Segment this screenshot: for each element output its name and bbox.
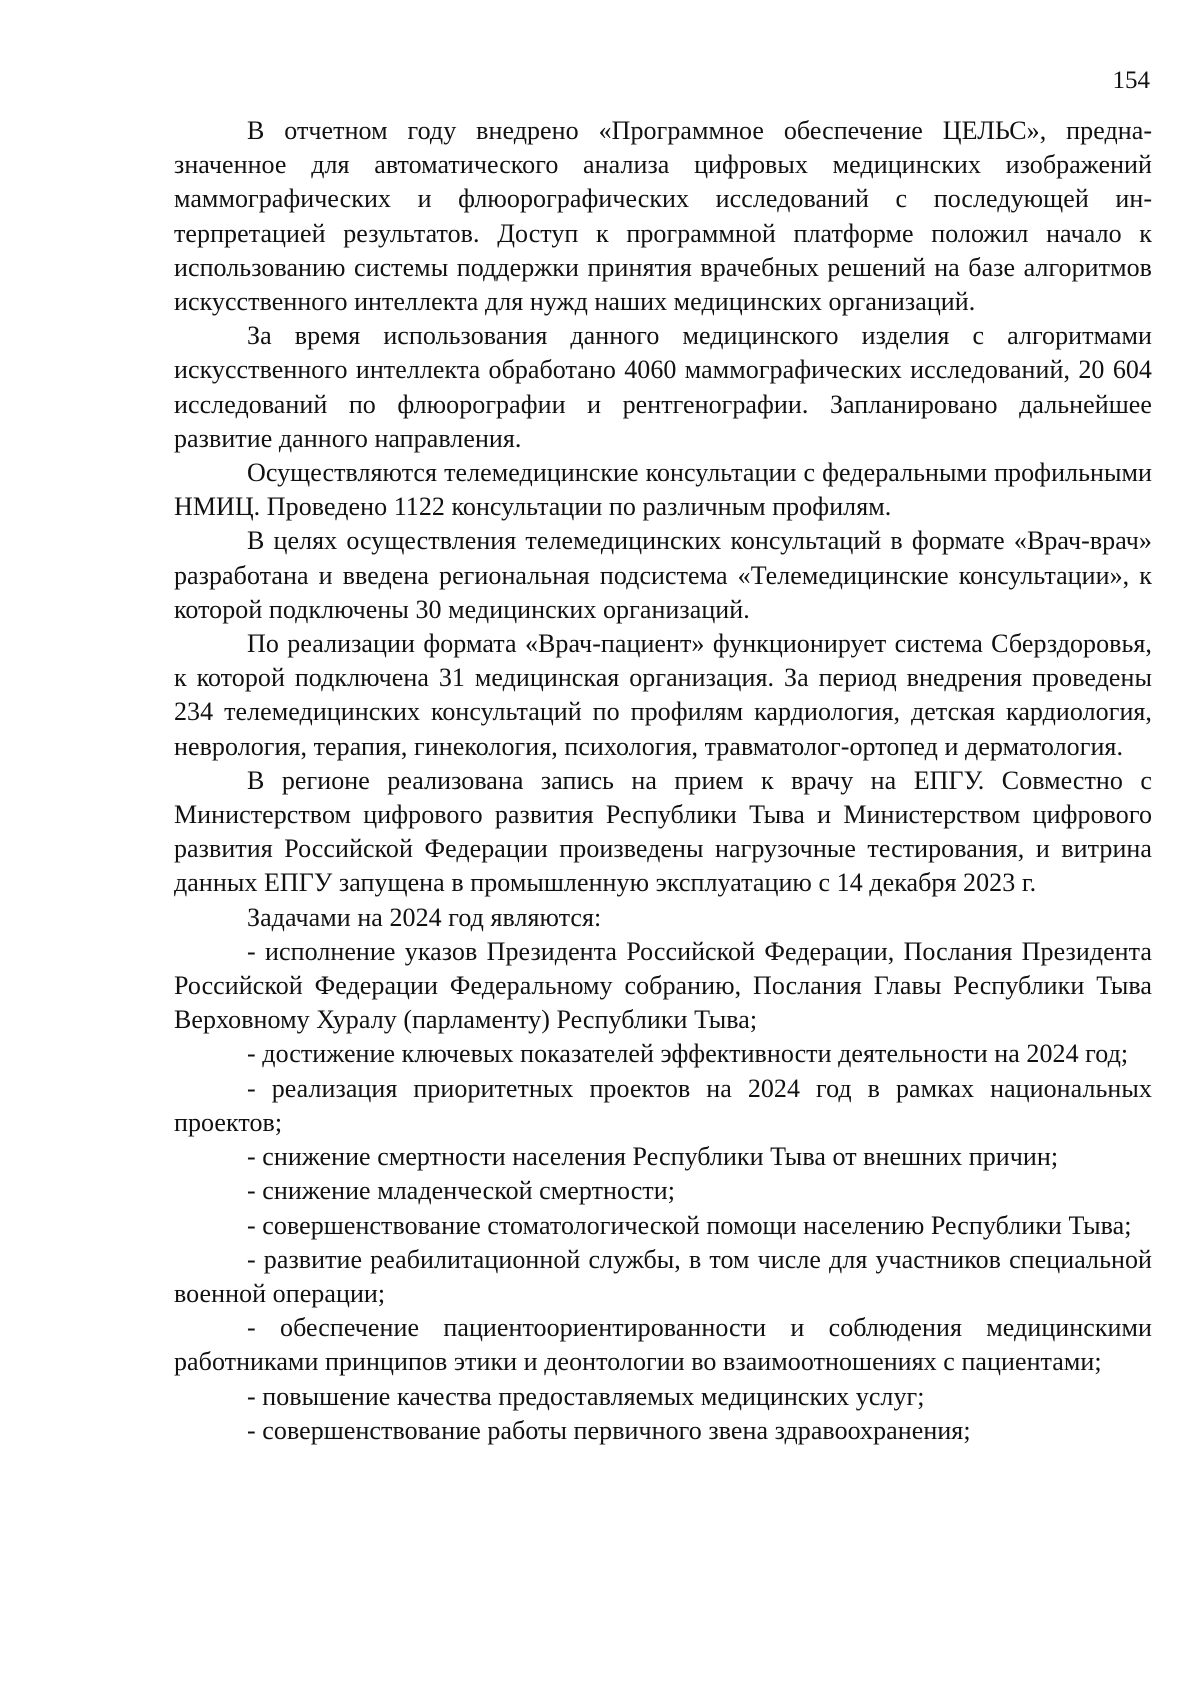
paragraph-doctor-doctor: В целях осуществления телемедицинских консультаций в формате «Врач-врач» разработана и введена региональная подсистема «Телемедицинские консультации», к которой подключены 30 медицинских организаций. [174,526,1152,624]
task-item-dental-care: - совершенствование стоматологической помощи населению Республики Тыва; [247,1210,1132,1240]
task-item-service-quality: - повышение качества предоставляемых медицинских услуг; [247,1381,925,1411]
document-body [174,114,1152,1448]
paragraph-ai-results: За время использования данного медицинского изделия с алгоритмами искусственного интеллекта обработано 4060 маммографических исследований, 20 604 исследований по флюорографии и рентгенографии. Запланировано дальнейшее развитие данного направления. [174,321,1152,453]
task-item-priority-projects: - реализация приоритетных проектов на 2024 год в рамках национальных проектов; [174,1073,1152,1137]
paragraph-epgu: В регионе реализована запись на прием к врачу на ЕПГУ. Совместно с Министерством цифрового развития Республики Тыва и Министерством цифрового развития Российской Федерации произведены нагрузочные тестирования, и витрина данных ЕПГУ запущена в промышленную эксплуатацию с 14 декабря 2023 г. [174,765,1152,898]
paragraph-tasks-heading: Задачами на 2024 год являются: [247,902,602,932]
task-item-kpi: - достижение ключевых показателей эффективности деятельности на 2024 год; [247,1039,1129,1069]
task-item-external-mortality: - снижение смертности населения Республики Тыва от внешних причин; [247,1142,1059,1172]
paragraph-nmic-consultations: Осуществляются телемедицинские консультации с федеральными профильными НМИЦ. Проведено 1122 консультации по различным профилям. [174,458,1152,522]
page-number: 154 [1112,67,1150,94]
task-item-decrees: - исполнение указов Президента Российской Федерации, Послания Президента Российской Федерации Федеральному собранию, Послания Главы Республики Тыва Верховному Хуралу (парламенту) Республики Тыва; [174,936,1152,1035]
paragraph-doctor-patient: По реализации формата «Врач-пациент» функционирует система Сберздоровья, к которой подключена 31 медицинская организация. За период внедрения проведены 234 телемедицинских консультаций по профилям кардиология, детская кардиология, неврология, терапия, гинекология, психология, травматолог-ортопед и дерматология. [174,629,1152,761]
paragraph-tsels-software: В отчетном году внедрено «Программное обеспечение ЦЕЛЬС», предназначенное для автоматического анализа цифровых медицинских изображений маммографических и флюорографических исследований с последующей интерпретацией результатов. Доступ к программной платформе положил начало к использованию системы поддержки принятия врачебных решений на базе алгоритмов искусственного интеллекта для нужд наших медицинских организаций. [174,116,1152,317]
task-item-infant-mortality: - снижение младенческой смертности; [247,1176,675,1206]
task-item-patient-orientation: - обеспечение пациентоориентированности и соблюдения медицинскими работниками принципов этики и деонтологии во взаимоотношениях с пациентами; [174,1313,1152,1377]
task-item-primary-care: - совершенствование работы первичного звена здравоохранения; [247,1415,971,1445]
task-item-rehabilitation: - развитие реабилитационной службы, в том числе для участников специальной военной операции; [174,1244,1152,1308]
